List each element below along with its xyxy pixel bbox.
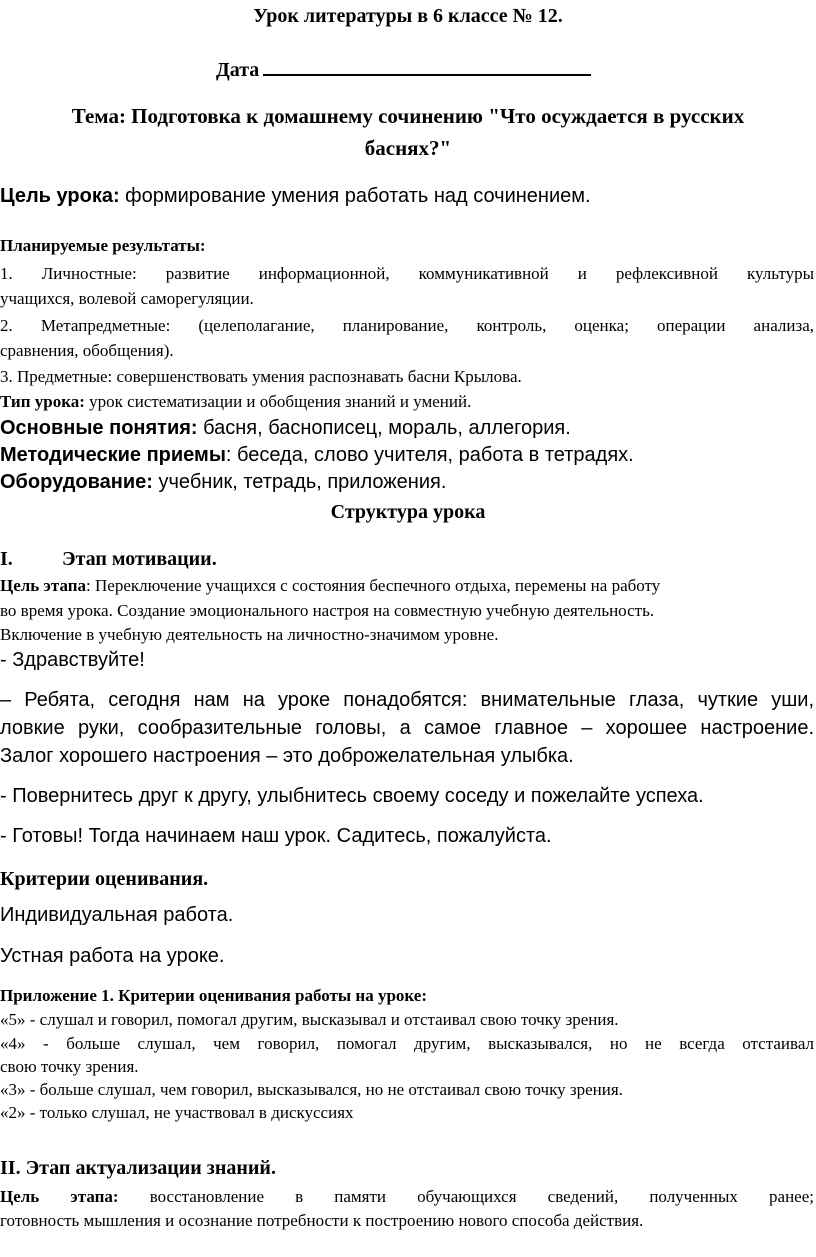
criteria-item-2: Устная работа на уроке. — [0, 945, 225, 967]
topic-line-2: баснях?" — [364, 136, 452, 160]
key-concepts — [0, 417, 571, 440]
criteria-item-1: Индивидуальная работа. — [0, 904, 234, 926]
stage2-title: II. Этап актуализации знаний. — [0, 1157, 276, 1179]
lesson-type-label: Тип урока: — [0, 392, 85, 411]
methods-text: : беседа, слово учителя, работа в тетрадях. — [225, 444, 634, 466]
lesson-goal-label: Цель урока: — [0, 185, 120, 207]
stage1-goal-line-1 — [0, 576, 660, 596]
planned-result-2a: 2. Метапредметные: (целеполагание, планирование, контроль, оценка; операции анализа, — [0, 316, 814, 335]
key-concepts-text: басня, баснописец, мораль, аллегория. — [197, 417, 571, 439]
stage1-title: Этап мотивации. — [62, 548, 217, 570]
stage2-goal-line-2: готовность мышления и осознание потребности к построению нового способа действия. — [0, 1211, 644, 1230]
speech-line-1: – Ребята, сегодня нам на уроке понадобятся: внимательные глаза, чуткие уши, — [0, 689, 814, 711]
speech-line-3: Залог хорошего настроения – это доброжелательная улыбка. — [0, 745, 574, 767]
speech-line-5: - Готовы! Тогда начинаем наш урок. Садитесь, пожалуйста. — [0, 825, 552, 847]
appendix-line-1: «5» - слушал и говорил, помогал другим, высказывал и отстаивал свою точку зрения. — [0, 1010, 619, 1029]
lesson-goal — [0, 185, 591, 208]
planned-result-1a: 1. Личностные: развитие информационной, коммуникативной и рефлексивной культуры — [0, 264, 814, 283]
topic-line-1: Тема: Подготовка к домашнему сочинению "Что осуждается в русских — [71, 104, 745, 128]
appendix-line-4: «3» - больше слушал, чем говорил, высказывался, но не отстаивал свою точку зрения. — [0, 1080, 623, 1099]
stage2-goal-line-1 — [0, 1187, 814, 1207]
stage2-goal-label: Цель этапа: — [0, 1187, 119, 1206]
stage1-number: I. — [0, 548, 13, 570]
speech-line-2: ловкие руки, сообразительные головы, а самое главное – хорошее настроение. — [0, 717, 814, 739]
date-line — [216, 56, 591, 82]
appendix-heading: Приложение 1. Критерии оценивания работы на уроке: — [0, 986, 427, 1005]
stage1-goal-text-1: : Переключение учащихся с состояния беспечного отдыха, перемены на работу — [86, 576, 661, 595]
date-blank — [263, 56, 591, 76]
methods — [0, 444, 634, 467]
appendix-line-2: «4» - больше слушал, чем говорил, помогал другим, высказывался, но не всегда отстаивал — [0, 1034, 814, 1053]
planned-results-heading: Планируемые результаты: — [0, 236, 206, 255]
methods-label: Методические приемы — [0, 444, 226, 466]
key-concepts-label: Основные понятия: — [0, 417, 198, 439]
planned-result-2b: сравнения, обобщения). — [0, 341, 174, 360]
lesson-goal-text: формирование умения работать над сочинением. — [119, 185, 591, 207]
stage1-goal-line-2: во время урока. Создание эмоционального настроя на совместную учебную деятельность. — [0, 601, 655, 620]
speech-line-4: - Повернитесь друг к другу, улыбнитесь своему соседу и пожелайте успеха. — [0, 785, 704, 807]
equipment — [0, 471, 446, 494]
lesson-title: Урок литературы в 6 классе № 12. — [253, 5, 563, 27]
lesson-type — [0, 392, 471, 412]
appendix-line-5: «2» - только слушал, не участвовал в дискуссиях — [0, 1103, 354, 1122]
structure-heading: Структура урока — [330, 501, 486, 523]
stage2-goal-text-1: восстановление в памяти обучающихся сведений, полученных ранее; — [118, 1187, 814, 1206]
appendix-line-3: свою точку зрения. — [0, 1057, 139, 1076]
planned-result-1b: учащихся, волевой саморегуляции. — [0, 289, 254, 308]
equipment-label: Оборудование: — [0, 471, 153, 493]
stage1-goal-label: Цель этапа — [0, 576, 87, 595]
speech-greeting: - Здравствуйте! — [0, 649, 145, 671]
lesson-type-text: урок систематизации и обобщения знаний и умений. — [84, 392, 472, 411]
planned-result-3: 3. Предметные: совершенствовать умения распознавать басни Крылова. — [0, 367, 522, 386]
stage1-goal-line-3: Включение в учебную деятельность на личностно-значимом уровне. — [0, 625, 499, 644]
criteria-heading: Критерии оценивания. — [0, 868, 209, 890]
equipment-text: учебник, тетрадь, приложения. — [152, 471, 447, 493]
date-label: Дата — [216, 59, 260, 81]
